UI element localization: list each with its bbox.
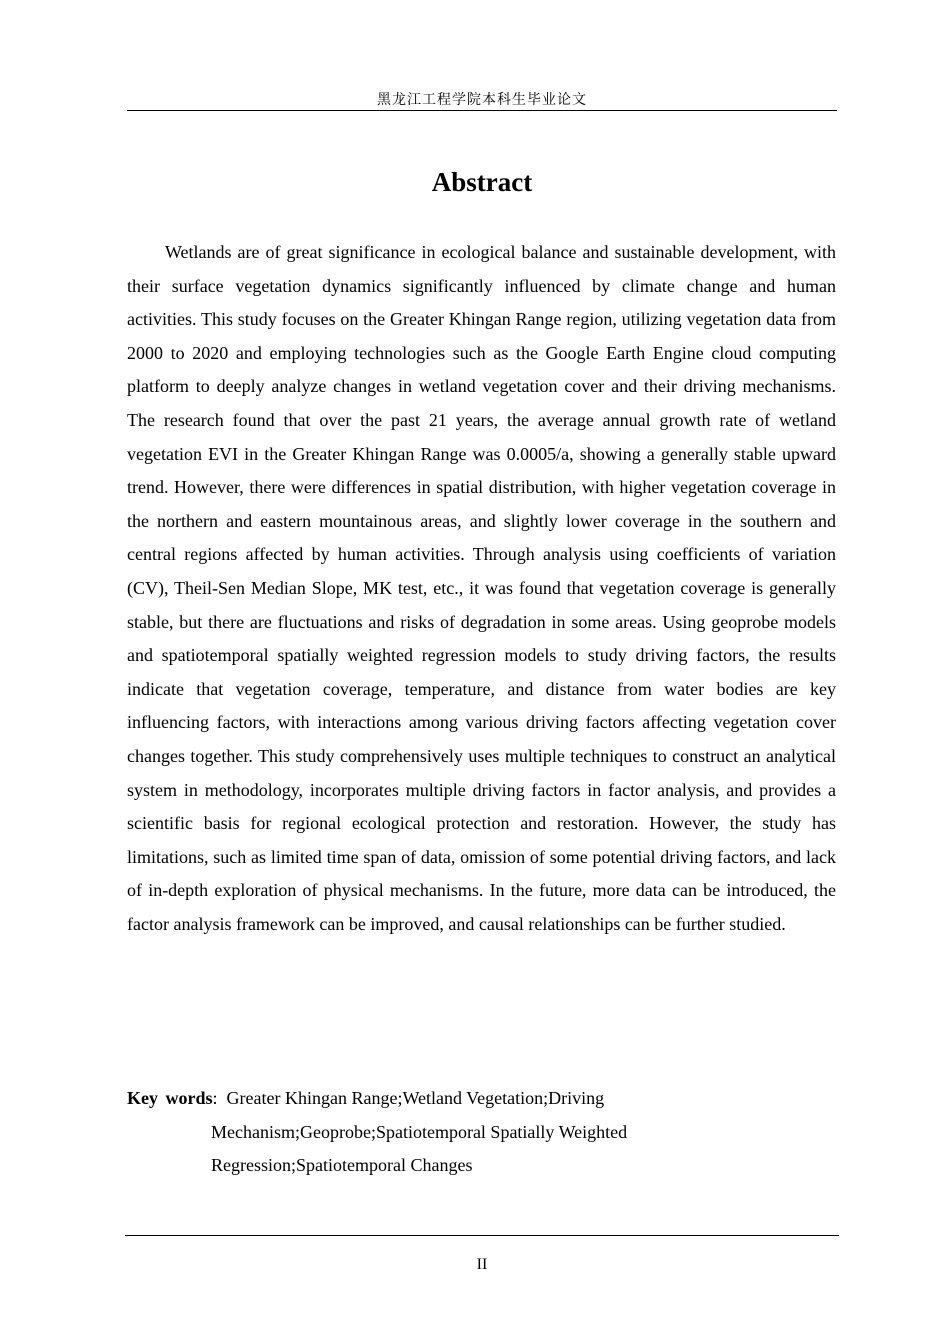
header-rule <box>127 110 837 111</box>
abstract-body: Wetlands are of great significance in ecological balance and sustainable development, with their surface vegetation dynamics significantly influenced by climate change and human activities. This study focuses on the Greater Khingan Range region, utilizing vegetation data from 2000 to 2020 and employing technologies such as the Google Earth Engine cloud computing platform to deeply analyze changes in wetland vegetation cover and their driving mechanisms. The research found that over the past 21 years, the average annual growth rate of wetland vegetation EVI in the Greater Khingan Range was 0.0005/a, showing a generally stable upward trend. However, there were differences in spatial distribution, with higher vegetation coverage in the northern and eastern mountainous areas, and slightly lower coverage in the southern and central regions affected by human activities. Through analysis using coefficients of variation (CV), Theil-Sen Median Slope, MK test, etc., it was found that vegetation coverage is generally stable, but there are fluctuations and risks of degradation in some areas. Using geoprobe models and spatiotemporal spatially weighted regression models to study driving factors, the results indicate that vegetation coverage, temperature, and distance from water bodies are key influencing factors, with interactions among various driving factors affecting vegetation cover changes together. This study comprehensively uses multiple techniques to construct an analytical system in methodology, incorporates multiple driving factors in factor analysis, and provides a scientific basis for regional ecological protection and restoration. However, the study has limitations, such as limited time span of data, omission of some potential driving factors, and lack of in-depth exploration of physical mechanisms. In the future, more data can be introduced, the factor analysis framework can be improved, and causal relationships can be further studied. <box>127 242 836 934</box>
keywords-text: Greater Khingan Range;Wetland Vegetation;Driving Mechanism;Geoprobe;Spatiotemporal Spatially Weighted Regression;Spatiotemporal Changes <box>211 1088 628 1176</box>
keywords-label: Key words <box>127 1088 213 1108</box>
footer-rule <box>125 1235 839 1236</box>
abstract-title: Abstract <box>431 167 533 197</box>
keywords-separator: : <box>212 1088 218 1108</box>
running-header-title: 黑龙江工程学院本科生毕业论文 <box>377 92 587 108</box>
keywords-block <box>127 1082 751 1183</box>
page-number: II <box>476 1256 488 1273</box>
